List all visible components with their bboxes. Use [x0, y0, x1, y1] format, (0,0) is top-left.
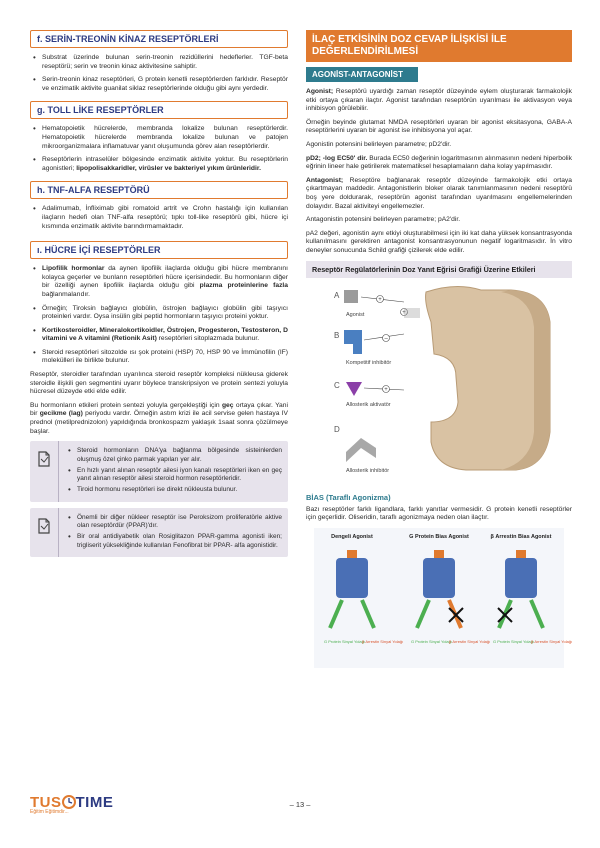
paragraph	[306, 88, 572, 114]
logo-part-tus: TUS	[30, 794, 62, 811]
logo-part-time: TIME	[75, 794, 114, 811]
bias-head-arrestin: β Arrestin Bias Agonist	[490, 533, 552, 540]
receptor-shape	[423, 558, 455, 598]
logo-tagline: Eğitim Eğitimdir...	[30, 809, 69, 815]
paragraph-text: Reseptöre bağlanarak reseptör düzeyinde farmakolojik etki ortaya çıkartmayan maddedir. Antagonistlerin bloker olarak tanımlanmasının nedeni reseptörü boş yere doldurarak, reseptörün agonist tarafından uyarılmasını engellemelerinden dolayıdır. Bazal aktiviteyi engellemezler.	[306, 176, 572, 210]
bias-agonism-figure	[306, 528, 572, 668]
list-item: • Tiroid hormonu reseptörleri ise direkt nükleusta bulunur.	[65, 486, 282, 494]
list-item-text: bağlanmalarıdır.	[42, 290, 90, 298]
list-item: • Adalimumab, İnfliximab gibi romatoid artrit ve Crohn hastalığı için kullanılan ilaçların hedefi olan TNF-alfa reseptörü; tıpkı toll-like reseptörü gibi, hücre içi kısmında enzimatik aktivite barındırmamaktadır.	[30, 205, 288, 231]
bias-output-arrestin: β Arrestin Sinyal Yolağı	[362, 638, 404, 644]
note-box-steroid	[30, 441, 288, 501]
note-body	[58, 441, 288, 501]
minus-sign-glyph-b: –	[384, 335, 388, 342]
note-icon	[30, 508, 58, 557]
paragraph-bold: gecikme (lag)	[39, 410, 83, 418]
allosteric-activator-shape	[346, 382, 362, 396]
list-item: • Bir oral antidiyabetik olan Rosiglitazon PPAR-gamma agonisti iken; trigliserit yüksekliğinde kullanılan Fenofibrat bir PPAR- alfa agonistidir.	[65, 533, 282, 550]
list-item-bold: Lipofilik hormonlar	[42, 265, 105, 273]
list-item-bold: Kortikosteroidler, Mineralokortikoidler, Östrojen, Progesteron, Testosteron, D vitamini ve A vitamini (Retionik Asit)	[42, 326, 288, 343]
paragraph-bold: Antagonist;	[306, 176, 344, 184]
paragraph-text: ortaya çıkar. Yani bir	[30, 401, 288, 418]
list-item-bold: lipopolisakkaridler, virüsler ve bakteriyel yıkım ürünleridir.	[76, 164, 261, 172]
bias-output-arrestin: β Arrestin Sinyal Yolağı	[449, 638, 491, 644]
list-item: • Steroid hormonların DNA'ya bağlanma bölgesinde sisteinlerden oluşmuş özel çinko parmak yapıları yer alır.	[65, 447, 282, 464]
figure-letter-d: D	[334, 424, 340, 434]
receptor-notch	[404, 308, 420, 318]
bias-head-balanced: Dengeli Agonist	[331, 533, 373, 540]
figure-label-agonist: Agonist	[346, 311, 365, 318]
paragraph-text: Reseptörü uyardığı zaman reseptör düzeyinde eylem oluşturarak farmakolojik etki ortaya çıkaran ilaçtır. Agonist tarafından reseptörün uyarılması ile aktivasyon veya inhibisyon görülebilir.	[306, 88, 572, 113]
bias-head-gprotein: G Protein Bias Agonist	[409, 533, 469, 540]
list-item: • Örneğin; Tiroksin bağlayıcı globülin, östrojen bağlayıcı globülin gibi taşıyıcı proteinleri vardır. Oysa insülin gibi peptid hormonların taşıyıcı proteini yoktur.	[30, 305, 288, 322]
paragraph-bold: geç	[221, 401, 234, 409]
ligand-shape	[347, 550, 357, 558]
section-subtitle: AGONİST-ANTAGONİST	[306, 67, 418, 82]
figure-label-activator: Allosterik aktivatör	[346, 401, 391, 408]
list-item	[30, 265, 288, 299]
plus-sign-glyph-c: +	[384, 386, 388, 393]
receptor-shape	[505, 558, 537, 598]
paragraph-bold: pD2; -log EC50' dir.	[306, 154, 368, 162]
bias-output-gprotein: G Protein Sinyal Yolağı	[324, 638, 365, 644]
list-item: • En hızlı yanıt alınan reseptör ailesi iyon kanalı reseptörleri iken en geç yanıt alınan reseptör ailesi steroid hormon reseptörleridir.	[65, 467, 282, 484]
figure-caption: Reseptör Regülatörlerinin Doz Yanıt Eğrisi Grafiği Üzerine Etkileri	[306, 261, 572, 278]
bias-output-arrestin: β Arrestin Sinyal Yolağı	[531, 638, 572, 644]
ligand-shape	[516, 550, 526, 558]
list-item: • Önemli bir diğer nükleer reseptör ise Peroksizom proliferatörle aktive olan reseptördür (PPAR)'dır.	[65, 514, 282, 531]
list-item-text: Reseptörlerin intraselüler bölgesinde enzimatik aktivite yoktur. Bu reseptörlerin agonistleri;	[42, 156, 288, 172]
list-item: • Substrat üzerinde bulunan serin-treonin rezidüllerini hedeflerler. TGF-beta reseptörü; serin ve treonin kinaz aktivitesine sahiptir.	[30, 54, 288, 71]
section-heading-tnf-alfa: h. TNF-ALFA RESEPTÖRÜ	[30, 181, 288, 199]
figure-label-competitive: Kompetitif inhibitör	[346, 359, 392, 366]
figure-letter-c: C	[334, 380, 340, 390]
page-title: İLAÇ ETKİSİNİN DOZ CEVAP İLİŞKİSİ İLE DEĞERLENDİRİLMESİ	[306, 30, 572, 62]
plus-sign-glyph-a2: +	[402, 309, 406, 316]
paragraph-text: Burada EC50 değerinin logaritmasının alınmasının nedeni hiperbolik eğrinin lineer hale getirilerek matematiksel hesaplamaların daha kolay yapılmasıdır.	[306, 154, 573, 171]
bias-output-gprotein: G Protein Sinyal Yolağı	[493, 638, 534, 644]
paragraph	[306, 177, 572, 211]
figure-letter-b: B	[334, 330, 340, 340]
list-item-text: da aynen lipofilik ilaçlarda olduğu gibi hücre membranını kolayca geçerler ve bunların reseptörleri hücre içerisindedir. Bu hormonların diğer bir özelliği aynen lipofilik ilaçlarda olduğu gibi	[42, 265, 288, 290]
allosteric-inhibitor-shape	[346, 438, 376, 462]
paragraph: pA2 değeri, agonistin aynı etkiyi oluşturabilmesi için iki kat daha yüksek konsantrasyonda kullanılmasını gerektiren antagonist konsantrasyonunun negatif logaritmasıdır. İn vitro deneyler sonucunda Schild grafiği çizilerek elde edilir.	[306, 229, 572, 254]
list-item: • Steroid reseptörleri sitozolde ısı şok proteini (HSP) 70, HSP 90 ve İmmünofilin (IF) molekülleri ile birlikte bulunur.	[30, 349, 288, 366]
list-item	[30, 156, 288, 173]
ligand-shape	[434, 550, 444, 558]
list-item-text: reseptörleri sitoplazmada bulunur.	[156, 335, 260, 343]
receptor-regulators-figure	[306, 282, 572, 482]
agonist-shape	[344, 290, 358, 303]
right-column	[306, 30, 572, 673]
bias-heading: BİAS (Taraflı Agonizma)	[306, 492, 391, 502]
paragraph	[30, 402, 288, 436]
list-item: • Hematopoietik hücrelerde, membranda lokalize bulunan reseptörlerdir. Hematopoietik hücrelerde membranda lokalize bulunan ve patojen mikroorganizmalara inflamatuvar yanıt oluşumunda görev alan reseptörlerdir.	[30, 125, 288, 151]
paragraph: Reseptör, steroidler tarafından uyarılınca steroid reseptör kompleksi nükleusa giderek steroidle ilişkili gen segmentini uyarır böylece transkripsiyon ve protein sentezi yoluyla hücresel düzeyde etki elde edilir.	[30, 371, 288, 396]
note-icon	[30, 441, 58, 501]
paragraph-text: periyodu vardır. Örneğin astım krizi ile acil servise gelen hastaya IV prednol (metilprednizolon) yapıldığında bronkospazm yaklaşık 1saat sonra çözülmeye başlar.	[30, 410, 289, 435]
tnf-alfa-list	[30, 205, 288, 231]
paragraph: Bazı reseptörler farklı ligandlara, farklı yanıtlar vermesidir. G protein kenetli reseptörler için geçerlidir. Oliseridin, taraflı agonizmaya neden olan ilaçtır.	[306, 505, 572, 522]
section-heading-toll-like: g. TOLL LİKE RESEPTÖRLER	[30, 101, 288, 119]
paragraph: Antagonistin potensini belirleyen parametre; pA2'dir.	[306, 216, 461, 224]
hucre-ici-list	[30, 265, 288, 366]
figure-letter-a: A	[334, 290, 340, 300]
note-body	[58, 508, 288, 557]
paragraph-bold: Agonist;	[306, 88, 334, 95]
paragraph: Agonistin potensini belirleyen parametre; pD2'dir.	[306, 140, 452, 148]
page-number: – 13 –	[289, 800, 311, 809]
section-heading-hucre-ici: ı. HÜCRE İÇİ RESEPTÖRLER	[30, 241, 288, 259]
serin-treonin-list	[30, 54, 288, 93]
section-heading-serin-treonin: f. SERİN-TREONİN KİNAZ RESEPTÖRLERİ	[30, 30, 288, 48]
paragraph: Örneğin beyinde glutamat NMDA reseptörleri uyaran bir agonist eksitasyona, GABA-A reseptörlerini uyaran bir agonist ise inhibisyona yol açar.	[306, 118, 572, 135]
paragraph-text: Bu hormonların etkileri protein sentezi yoluyla gerçekleştiği için	[30, 401, 222, 409]
list-item: • Serin-treonin kinaz reseptörleri, G protein kenetli reseptörlerden farklıdır. Reseptör ve enzimatik aktivite guanilat siklaz reseptörlerinde olduğu gibi aynı yerdedir.	[30, 76, 288, 93]
list-item-bold: plazma proteinlerine fazla	[199, 282, 288, 290]
note-box-ppar	[30, 508, 288, 557]
list-item	[30, 327, 288, 344]
competitive-inhibitor-shape	[344, 330, 362, 354]
paragraph	[306, 155, 572, 172]
figure-label-inhibitor: Allosterik inhibitör	[346, 467, 390, 474]
plus-sign-glyph-a: +	[378, 296, 382, 303]
left-column	[30, 30, 288, 563]
bias-output-gprotein: G Protein Sinyal Yolağı	[411, 638, 452, 644]
receptor-shape	[336, 558, 368, 598]
toll-like-list	[30, 125, 288, 173]
